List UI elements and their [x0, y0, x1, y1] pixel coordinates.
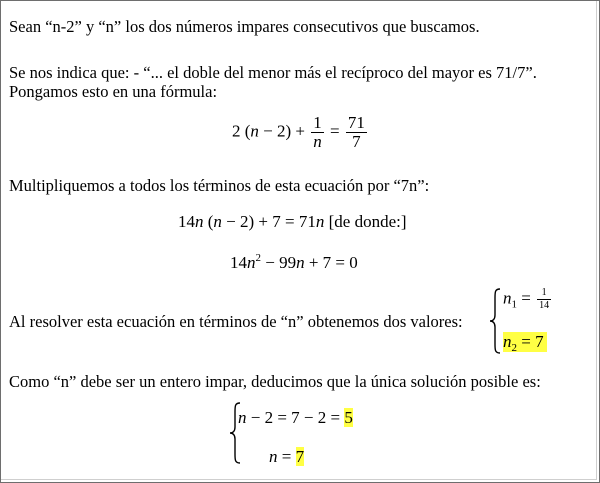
formula-intro-text: Pongamos esto en una fórmula:	[9, 82, 218, 101]
root-n1	[503, 287, 553, 312]
eq1-fraction	[311, 114, 324, 151]
root-n1-sub: 1	[511, 298, 517, 311]
root-n1-fraction	[537, 287, 551, 312]
eq3-post: − 99n + 7 = 0	[261, 253, 358, 272]
intro-text: Sean “n-2” y “n” los dos números impares consecutivos que buscamos.	[9, 17, 480, 36]
eq1-rhs-num: 71	[347, 113, 365, 132]
solution-line-2	[269, 447, 304, 467]
root-n1-symbol: n	[503, 288, 512, 308]
root-n2	[503, 332, 547, 352]
eq3-pre: 14n	[230, 253, 256, 272]
root-n2-symbol: n	[503, 332, 512, 351]
solve-text: Al resolver esta ecuación en términos de “n” obtenemos dos valores:	[9, 312, 463, 331]
solution-line-1	[238, 408, 353, 428]
equation-1	[232, 114, 369, 151]
eq1-rhs-fraction	[346, 114, 367, 151]
eq1-rhs-den: 7	[346, 132, 367, 151]
eq3-exp: 2	[255, 252, 261, 264]
eq1-equals: =	[330, 121, 340, 141]
condition-text: Se nos indica que: - “... el doble del menor más el recíproco del mayor es 71/7”.	[9, 63, 537, 82]
eq1-coef: 2	[232, 121, 241, 141]
conclusion-text: Como “n” debe ser un entero impar, deducimos que la única solución posible es:	[9, 372, 541, 391]
root-n1-equals: =	[521, 288, 531, 308]
solution-line-1-expr: n − 2 = 7 − 2 =	[238, 408, 345, 427]
root-n2-sub: 2	[511, 342, 517, 354]
solution-line-2-expr: n =	[269, 447, 296, 466]
eq1-frac-den: n	[313, 132, 322, 151]
solution-line-1-value: 5	[344, 408, 353, 427]
root-n1-den: 14	[539, 300, 550, 311]
root-n2-value: = 7	[517, 332, 544, 351]
equation-2: 14n (n − 2) + 7 = 71n [de donde:]	[178, 212, 407, 231]
eq1-paren: (n − 2) +	[244, 121, 306, 141]
roots-brace	[488, 288, 502, 354]
equation-3	[230, 253, 358, 273]
eq1-frac-num: 1	[313, 113, 322, 132]
root-n1-num: 1	[541, 287, 547, 298]
solution-line-2-value: 7	[295, 447, 305, 466]
multiply-text: Multipliquemos a todos los términos de esta ecuación por “7n”:	[9, 176, 430, 195]
